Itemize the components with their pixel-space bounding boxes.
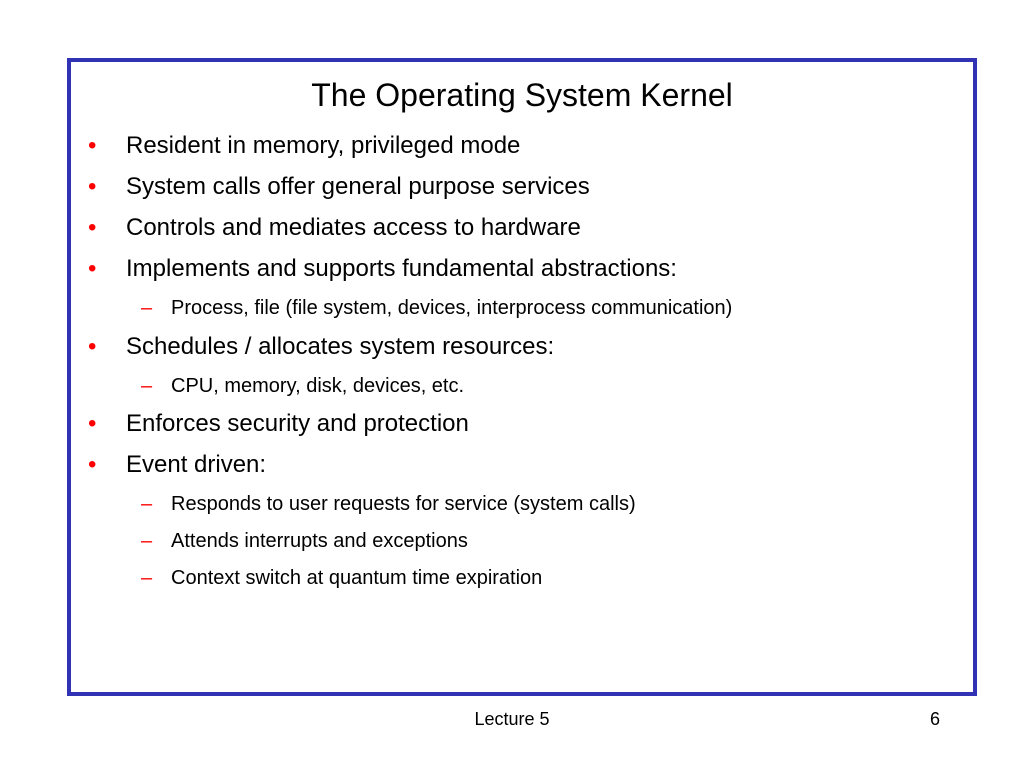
sub-bullet-text: Context switch at quantum time expiration — [171, 567, 543, 589]
bullet-marker: • — [88, 410, 97, 437]
bullet-text: Event driven: — [126, 451, 267, 478]
sub-bullet-marker: – — [141, 567, 153, 589]
sub-bullet-marker: – — [141, 493, 153, 515]
bullet-marker: • — [88, 333, 97, 360]
footer-page-number: 6 — [929, 709, 940, 729]
bullet-text: Schedules / allocates system resources: — [126, 333, 555, 360]
sub-bullet-text: Responds to user requests for service (system calls) — [171, 493, 636, 515]
bullet-marker: • — [88, 451, 97, 478]
bullet-text: System calls offer general purpose services — [126, 173, 590, 200]
sub-bullet-marker: – — [141, 375, 153, 397]
bullet-marker: • — [88, 255, 97, 282]
sub-bullet-marker: – — [141, 530, 153, 552]
sub-bullet-text: CPU, memory, disk, devices, etc. — [171, 375, 465, 397]
bullet-text: Enforces security and protection — [126, 410, 469, 437]
sub-bullet-text: Process, file (file system, devices, interprocess communication) — [171, 297, 733, 319]
bullet-text: Controls and mediates access to hardware — [126, 214, 581, 241]
bullet-text: Implements and supports fundamental abstractions: — [126, 255, 677, 282]
sub-bullet-marker: – — [141, 297, 153, 319]
bullet-marker: • — [88, 214, 97, 241]
bullet-marker: • — [88, 173, 97, 200]
bullet-marker: • — [88, 132, 97, 159]
slide-title: The Operating System Kernel — [311, 77, 733, 113]
sub-bullet-text: Attends interrupts and exceptions — [171, 530, 468, 552]
bullet-text: Resident in memory, privileged mode — [126, 132, 521, 159]
footer-lecture-label: Lecture 5 — [474, 709, 550, 729]
slide-frame — [67, 58, 977, 696]
